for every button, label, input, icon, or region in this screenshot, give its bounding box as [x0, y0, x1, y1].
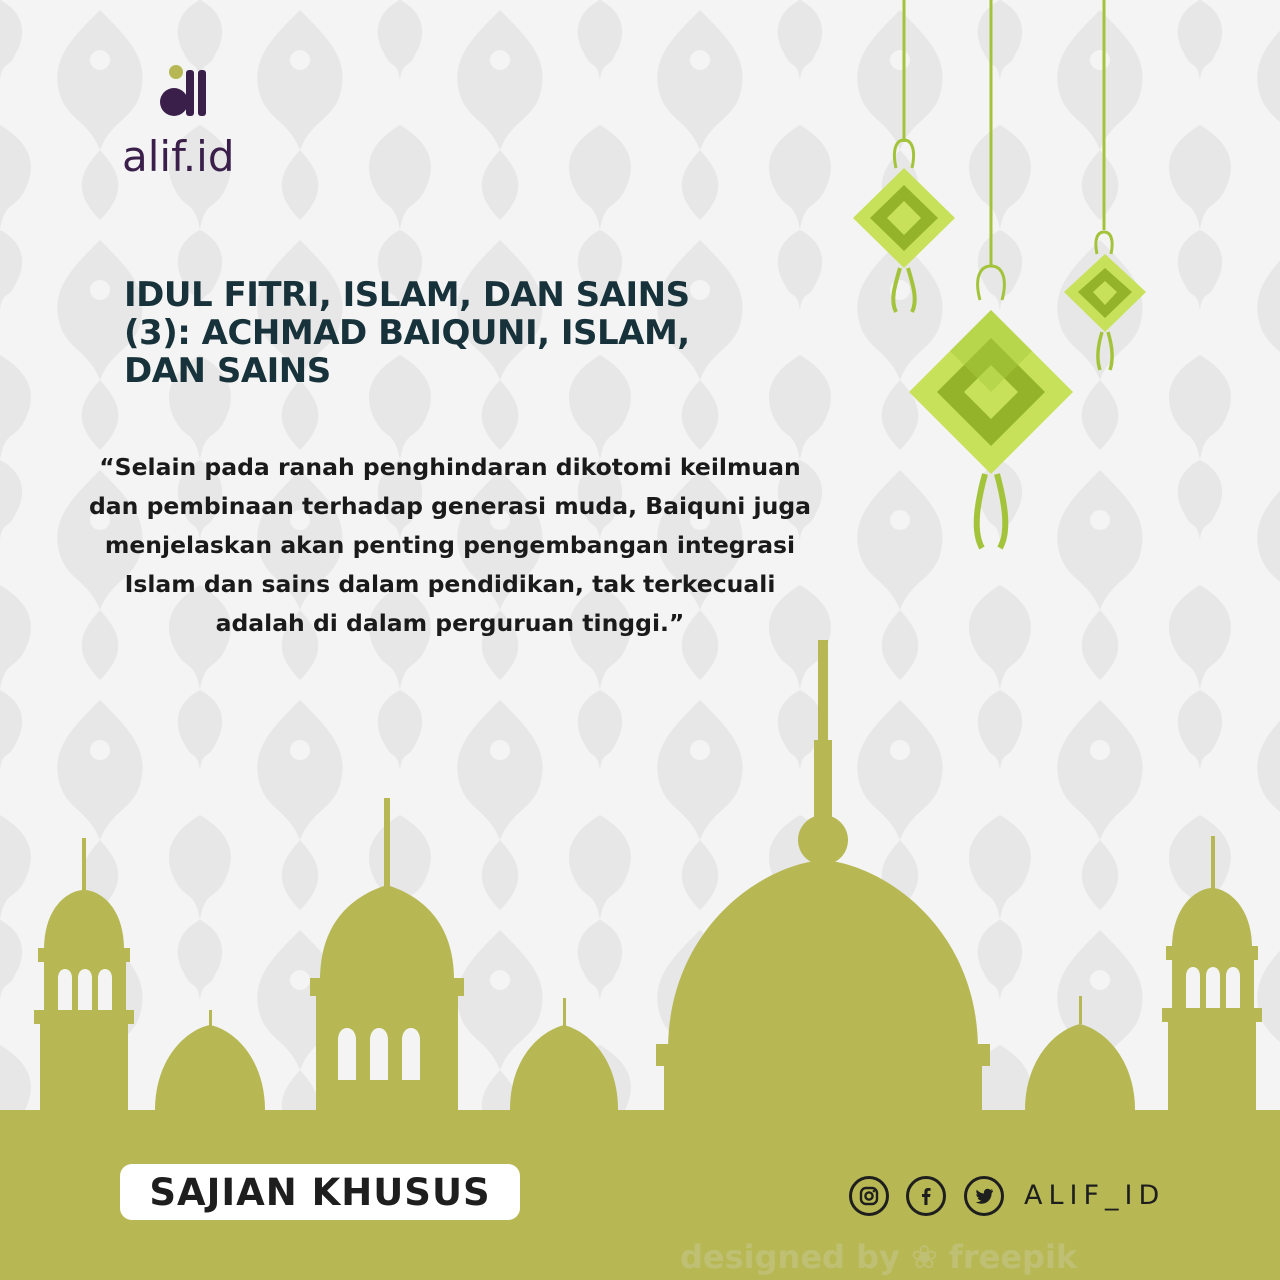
- facebook-icon[interactable]: [906, 1176, 946, 1216]
- twitter-icon[interactable]: [964, 1176, 1004, 1216]
- section-badge: SAJIAN KHUSUS: [120, 1164, 520, 1220]
- social-handle[interactable]: ALIF_ID: [1024, 1180, 1166, 1211]
- article-quote: “Selain pada ranah penghindaran dikotomi keilmuan dan pembinaan terhadap generasi muda, Baiquni juga menjelaskan akan penting pengembangan integrasi Islam dan sains dalam pendidikan, tak terkecuali adalah di dalam perguruan tinggi.”: [88, 453, 812, 637]
- freepik-watermark: designed by ❀ freepik: [680, 1238, 1078, 1276]
- brand-logo-text: alif.id: [122, 132, 235, 181]
- article-title: IDUL FITRI, ISLAM, DAN SAINS (3): ACHMAD BAIQUNI, ISLAM, DAN SAINS: [124, 275, 690, 391]
- instagram-icon[interactable]: [849, 1176, 889, 1216]
